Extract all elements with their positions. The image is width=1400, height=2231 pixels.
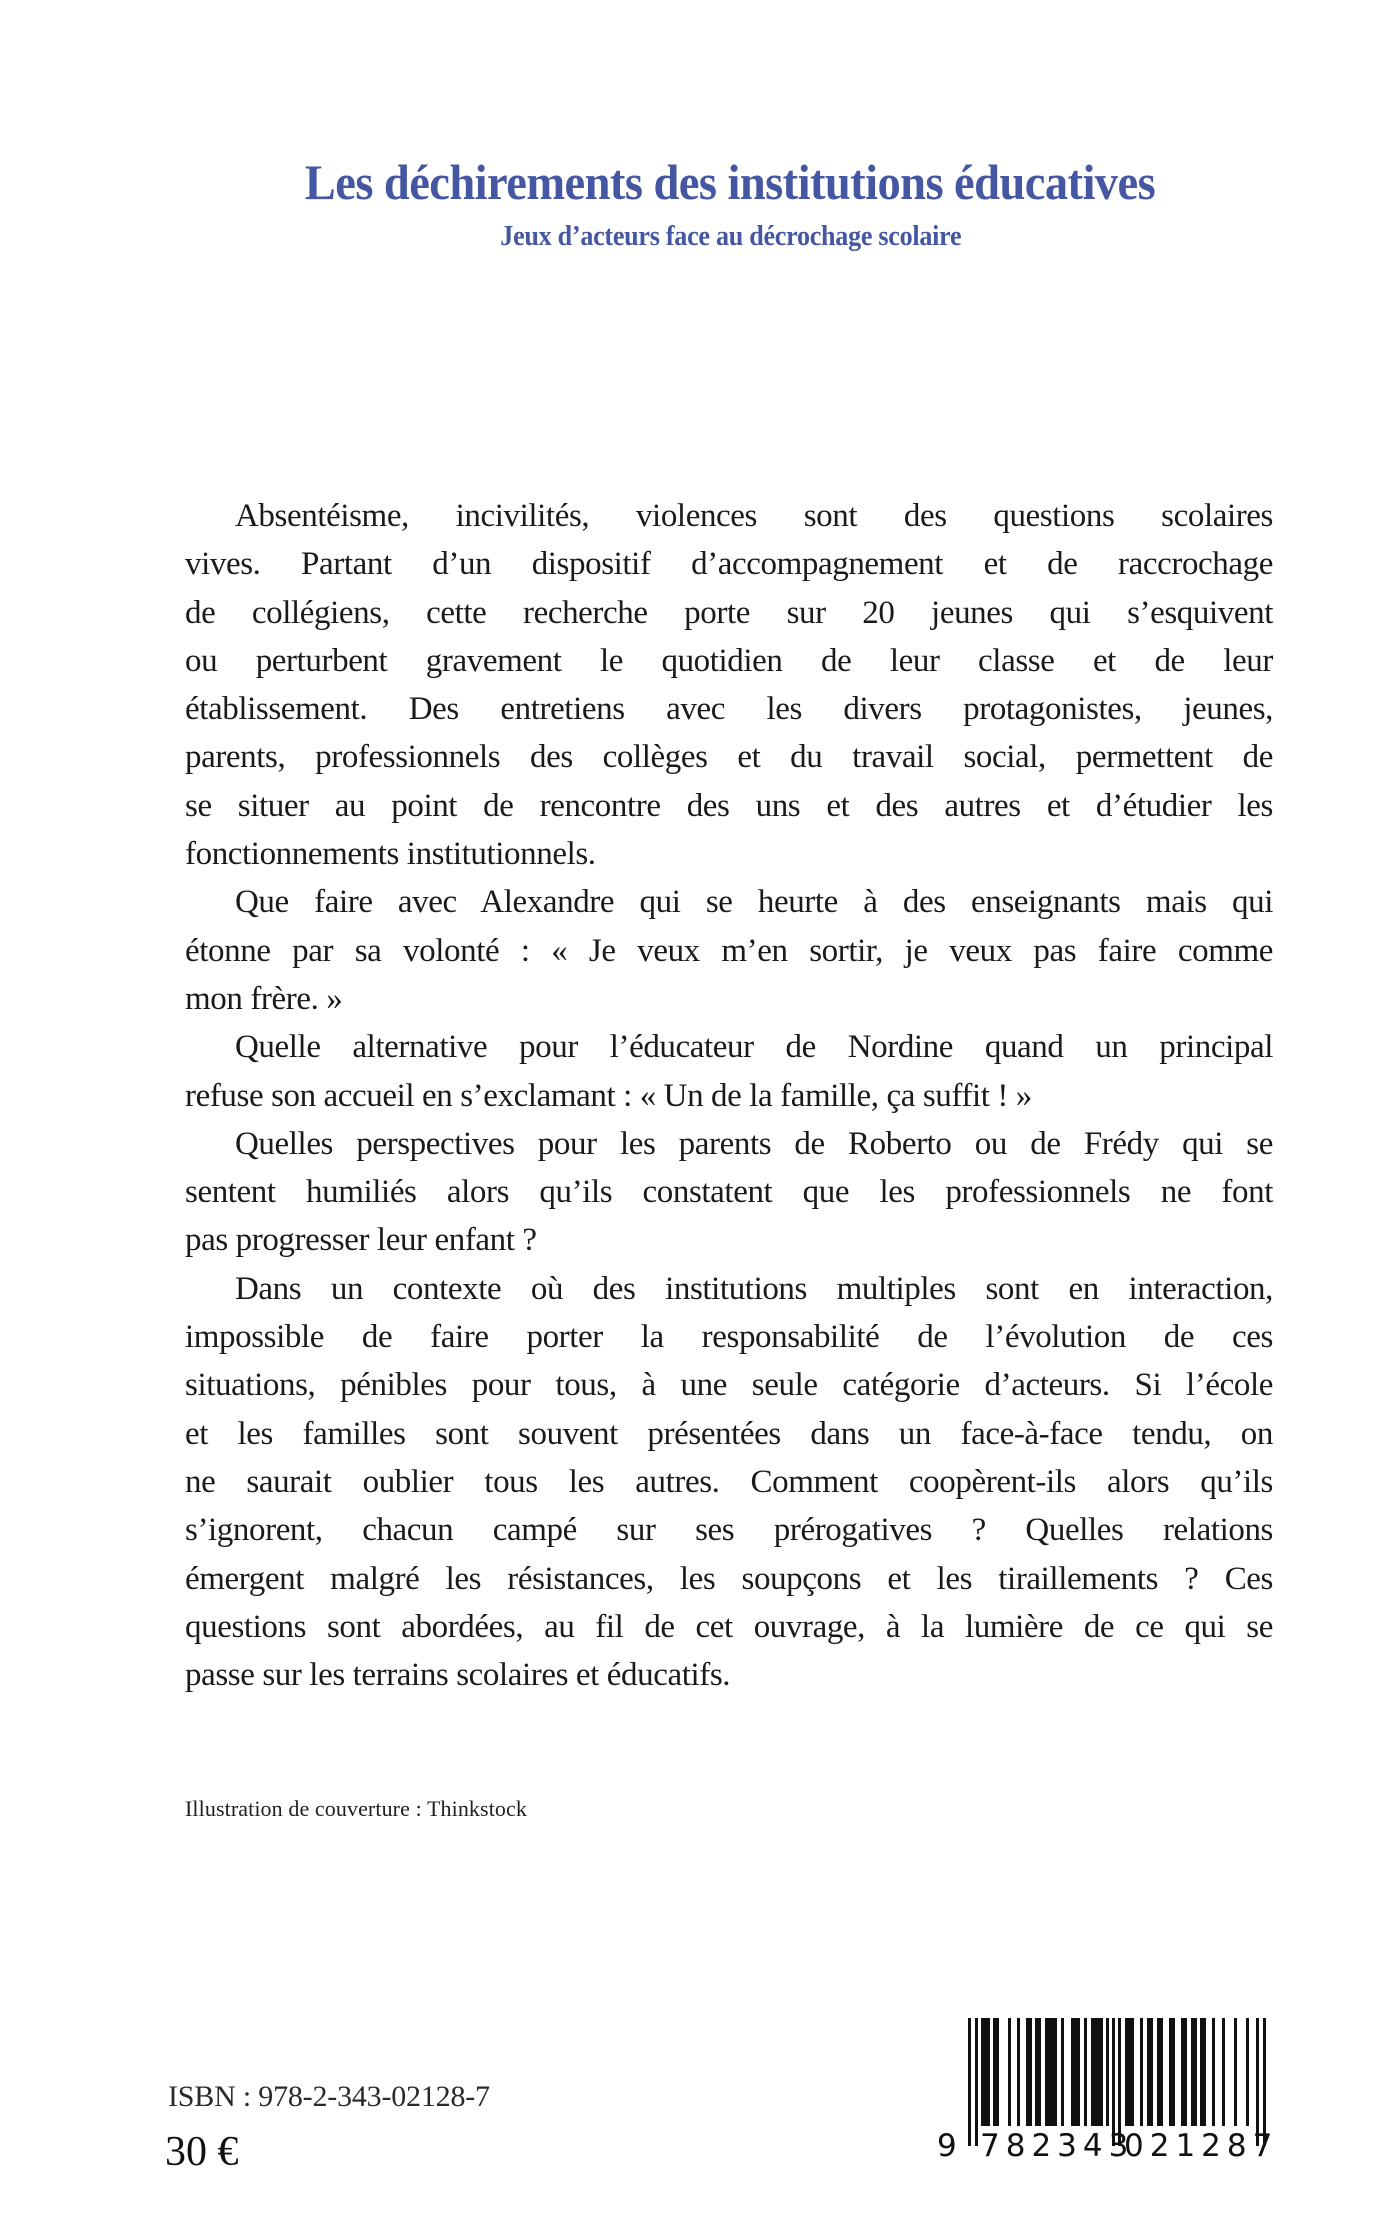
blurb-line: mon frère. » (185, 980, 343, 1017)
blurb-line: ou perturbent gravement le quotidien de leur classe et de leur (185, 642, 1273, 679)
blurb-line: établissement. Des entretiens avec les divers protagonistes, jeunes, (185, 691, 1273, 728)
blurb-line: Quelles perspectives pour les parents de Roberto ou de Frédy qui se (235, 1125, 1273, 1162)
price-label: 30 € (165, 2129, 239, 2175)
blurb-line: étonne par sa volonté : « Je veux m’en sortir, je veux pas faire comme (185, 932, 1273, 969)
barcode-left-digits: 782343 (980, 2128, 1135, 2164)
blurb-line: ne saurait oublier tous les autres. Comment coopèrent-ils alors qu’ils (185, 1463, 1273, 1500)
blurb-line: refuse son accueil en s’exclamant : « Un de la famille, ça suffit ! » (185, 1077, 1032, 1114)
cover-illustration-credit: Illustration de couverture : Thinkstock (185, 1796, 527, 1821)
blurb-line: Que faire avec Alexandre qui se heurte à des enseignants mais qui (235, 884, 1273, 921)
blurb-line: vives. Partant d’un dispositif d’accompagnement et de raccrochage (185, 546, 1273, 583)
blurb-line: fonctionnements institutionnels. (185, 836, 596, 873)
blurb-line: s’ignorent, chacun campé sur ses prérogatives ? Quelles relations (185, 1512, 1273, 1549)
book-subtitle: Jeux d’acteurs face au décrochage scolaire (500, 220, 962, 252)
blurb-line: de collégiens, cette recherche porte sur 20 jeunes qui s’esquivent (185, 594, 1273, 631)
blurb-line: émergent malgré les résistances, les soupçons et les tiraillements ? Ces (185, 1560, 1273, 1597)
barcode-right-digits: 021287 (1124, 2128, 1279, 2164)
blurb-line: situations, pénibles pour tous, à une seule catégorie d’acteurs. Si l’école (185, 1367, 1273, 1404)
isbn-label: ISBN : 978-2-343-02128-7 (168, 2080, 490, 2113)
blurb-line: pas progresser leur enfant ? (185, 1222, 537, 1259)
blurb-line: sentent humiliés alors qu’ils constatent que les professionnels ne font (185, 1174, 1273, 1211)
blurb-line: impossible de faire porter la responsabilité de l’évolution de ces (185, 1319, 1273, 1356)
barcode-lead-digit: 9 (937, 2128, 963, 2164)
blurb-line: passe sur les terrains scolaires et éducatifs. (185, 1657, 731, 1694)
blurb-line: et les familles sont souvent présentées dans un face-à-face tendu, on (185, 1415, 1273, 1452)
blurb-line: Absentéisme, incivilités, violences sont des questions scolaires (235, 498, 1273, 534)
blurb-line: Quelle alternative pour l’éducateur de Nordine quand un principal (235, 1029, 1273, 1066)
back-cover-blurb (185, 492, 1273, 1699)
blurb-line: questions sont abordées, au fil de cet ouvrage, à la lumière de ce qui se (185, 1608, 1273, 1645)
book-title: Les déchirements des institutions éducatives (304, 154, 1156, 210)
blurb-line: parents, professionnels des collèges et du travail social, permettent de (185, 739, 1273, 776)
blurb-line: Dans un contexte où des institutions multiples sont en interaction, (235, 1270, 1273, 1307)
blurb-line: se situer au point de rencontre des uns et des autres et d’étudier les (185, 787, 1273, 824)
